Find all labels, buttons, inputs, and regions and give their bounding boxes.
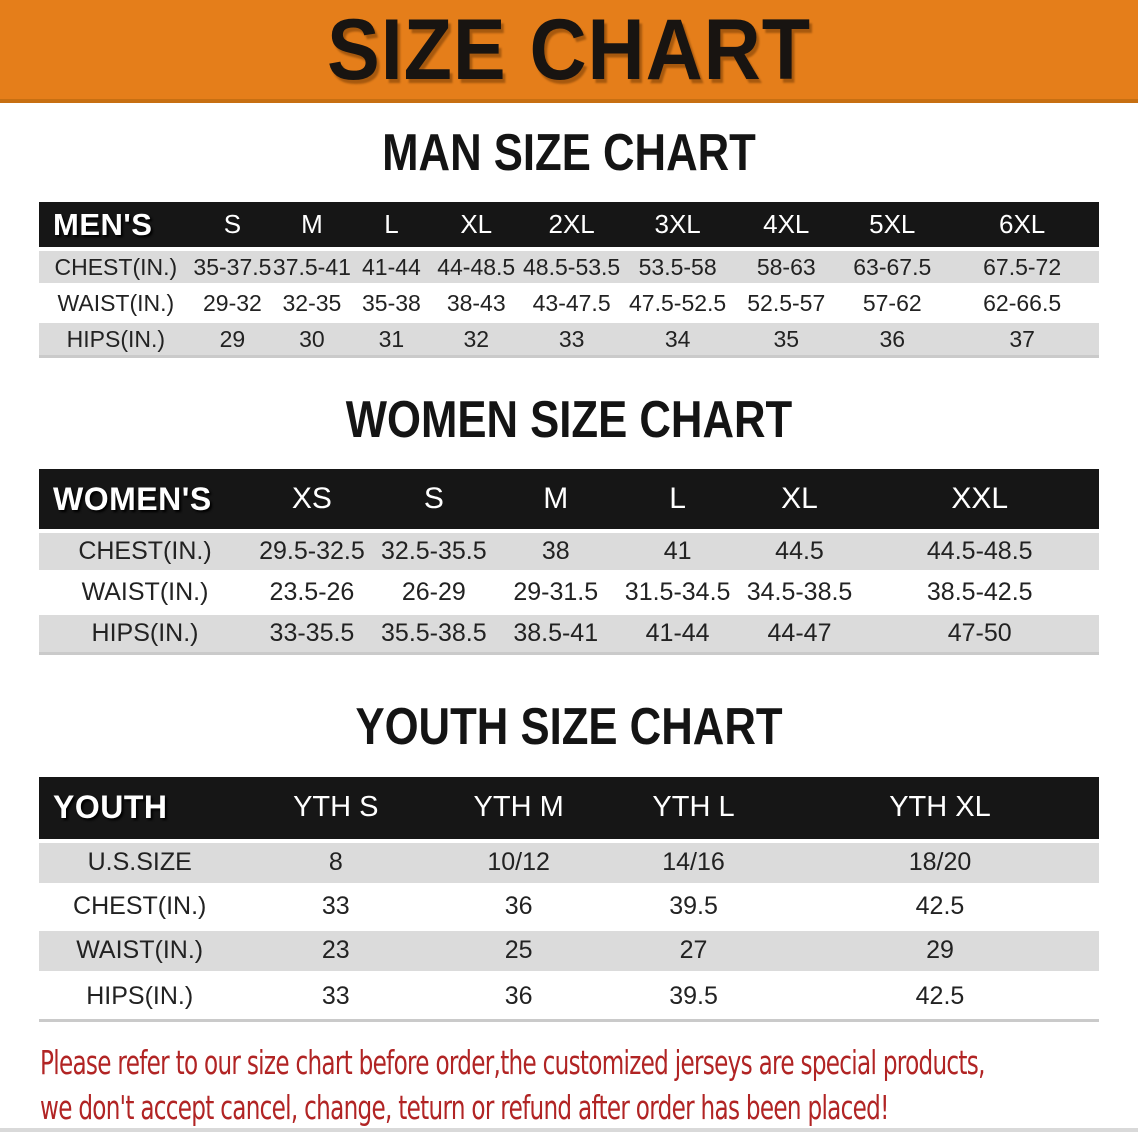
size-value-cell: 67.5-72 xyxy=(945,251,1099,283)
size-value-cell: 62-66.5 xyxy=(945,287,1099,319)
corner-label: MEN'S xyxy=(39,202,193,247)
size-value-cell: 29 xyxy=(781,931,1099,971)
size-value-cell: 58-63 xyxy=(733,251,839,283)
size-value-cell: 39.5 xyxy=(606,975,781,1022)
size-value-cell: 10/12 xyxy=(431,843,606,883)
size-value-cell: 8 xyxy=(240,843,431,883)
size-value-cell: 29.5-32.5 xyxy=(251,533,373,570)
row-label: HIPS(IN.) xyxy=(39,323,193,358)
size-column-header: 6XL xyxy=(945,202,1099,247)
corner-label: WOMEN'S xyxy=(39,469,251,529)
size-value-cell: 35-38 xyxy=(352,287,432,319)
youth-section xyxy=(0,699,1138,1025)
size-value-cell: 48.5-53.5 xyxy=(521,251,622,283)
size-value-cell: 39.5 xyxy=(606,887,781,927)
size-value-cell: 14/16 xyxy=(606,843,781,883)
row-label: CHEST(IN.) xyxy=(39,251,193,283)
size-value-cell: 53.5-58 xyxy=(622,251,733,283)
disclaimer xyxy=(40,1040,1138,1130)
disclaimer-line-2: we don't accept cancel, change, teturn or refund after order has been placed! xyxy=(40,1087,889,1127)
size-value-cell: 41 xyxy=(617,533,739,570)
size-value-cell: 35-37.5 xyxy=(193,251,273,283)
corner-label: YOUTH xyxy=(39,777,240,839)
size-value-cell: 29-32 xyxy=(193,287,273,319)
header-row xyxy=(39,777,1099,839)
size-column-header: L xyxy=(617,469,739,529)
size-value-cell: 42.5 xyxy=(781,887,1099,927)
size-value-cell: 30 xyxy=(272,323,352,358)
women-section xyxy=(0,392,1138,659)
size-value-cell: 36 xyxy=(431,975,606,1022)
row-label: CHEST(IN.) xyxy=(39,887,240,927)
size-value-cell: 33-35.5 xyxy=(251,615,373,655)
men-section xyxy=(0,125,1138,362)
size-column-header: 5XL xyxy=(839,202,945,247)
size-value-cell: 42.5 xyxy=(781,975,1099,1022)
size-value-cell: 32-35 xyxy=(272,287,352,319)
youth-heading: YOUTH SIZE CHART xyxy=(355,698,783,757)
size-column-header: XS xyxy=(251,469,373,529)
women-heading: WOMEN SIZE CHART xyxy=(345,391,793,450)
disclaimer-line-1: Please refer to our size chart before order,the customized jerseys are special products, xyxy=(40,1042,985,1082)
measurement-row xyxy=(39,615,1099,655)
row-label: U.S.SIZE xyxy=(39,843,240,883)
bottom-edge-strip xyxy=(0,1128,1138,1132)
banner xyxy=(0,0,1138,103)
size-column-header: XL xyxy=(739,469,861,529)
size-value-cell: 33 xyxy=(240,975,431,1022)
size-value-cell: 32.5-35.5 xyxy=(373,533,495,570)
size-value-cell: 44-48.5 xyxy=(431,251,521,283)
measurement-row xyxy=(39,533,1099,570)
header-row xyxy=(39,469,1099,529)
size-column-header: YTH L xyxy=(606,777,781,839)
size-value-cell: 43-47.5 xyxy=(521,287,622,319)
row-label: WAIST(IN.) xyxy=(39,287,193,319)
size-value-cell: 26-29 xyxy=(373,574,495,611)
size-column-header: XL xyxy=(431,202,521,247)
size-value-cell: 38.5-41 xyxy=(495,615,617,655)
measurement-row xyxy=(39,975,1099,1022)
measurement-row xyxy=(39,887,1099,927)
size-value-cell: 32 xyxy=(431,323,521,358)
size-value-cell: 41-44 xyxy=(617,615,739,655)
size-value-cell: 38-43 xyxy=(431,287,521,319)
size-value-cell: 36 xyxy=(839,323,945,358)
size-value-cell: 29-31.5 xyxy=(495,574,617,611)
size-value-cell: 41-44 xyxy=(352,251,432,283)
size-value-cell: 44-47 xyxy=(739,615,861,655)
size-value-cell: 23.5-26 xyxy=(251,574,373,611)
size-column-header: S xyxy=(193,202,273,247)
size-value-cell: 47.5-52.5 xyxy=(622,287,733,319)
measurement-row xyxy=(39,251,1099,283)
size-value-cell: 38.5-42.5 xyxy=(860,574,1099,611)
size-value-cell: 35 xyxy=(733,323,839,358)
size-value-cell: 47-50 xyxy=(860,615,1099,655)
measurement-row xyxy=(39,931,1099,971)
men-heading: MAN SIZE CHART xyxy=(382,124,756,182)
size-value-cell: 35.5-38.5 xyxy=(373,615,495,655)
row-label: WAIST(IN.) xyxy=(39,931,240,971)
size-value-cell: 44.5-48.5 xyxy=(860,533,1099,570)
size-value-cell: 37 xyxy=(945,323,1099,358)
size-column-header: 2XL xyxy=(521,202,622,247)
size-value-cell: 38 xyxy=(495,533,617,570)
size-value-cell: 34 xyxy=(622,323,733,358)
size-value-cell: 23 xyxy=(240,931,431,971)
size-column-header: L xyxy=(352,202,432,247)
size-value-cell: 33 xyxy=(240,887,431,927)
youth-size-table xyxy=(39,773,1099,1026)
size-value-cell: 31.5-34.5 xyxy=(617,574,739,611)
women-size-table xyxy=(39,465,1099,659)
size-column-header: 4XL xyxy=(733,202,839,247)
size-column-header: 3XL xyxy=(622,202,733,247)
size-value-cell: 31 xyxy=(352,323,432,358)
row-label: CHEST(IN.) xyxy=(39,533,251,570)
size-value-cell: 44.5 xyxy=(739,533,861,570)
size-value-cell: 37.5-41 xyxy=(272,251,352,283)
row-label: HIPS(IN.) xyxy=(39,975,240,1022)
row-label: WAIST(IN.) xyxy=(39,574,251,611)
measurement-row xyxy=(39,574,1099,611)
size-value-cell: 27 xyxy=(606,931,781,971)
banner-title: SIZE CHART xyxy=(327,1,811,98)
measurement-row xyxy=(39,287,1099,319)
row-label: HIPS(IN.) xyxy=(39,615,251,655)
size-value-cell: 33 xyxy=(521,323,622,358)
measurement-row xyxy=(39,843,1099,883)
size-column-header: YTH XL xyxy=(781,777,1099,839)
size-value-cell: 25 xyxy=(431,931,606,971)
size-column-header: M xyxy=(272,202,352,247)
size-column-header: XXL xyxy=(860,469,1099,529)
size-column-header: M xyxy=(495,469,617,529)
men-size-table xyxy=(39,198,1099,362)
size-column-header: YTH M xyxy=(431,777,606,839)
size-value-cell: 36 xyxy=(431,887,606,927)
header-row xyxy=(39,202,1099,247)
size-value-cell: 63-67.5 xyxy=(839,251,945,283)
size-value-cell: 57-62 xyxy=(839,287,945,319)
size-value-cell: 29 xyxy=(193,323,273,358)
size-column-header: S xyxy=(373,469,495,529)
measurement-row xyxy=(39,323,1099,358)
size-value-cell: 18/20 xyxy=(781,843,1099,883)
size-value-cell: 52.5-57 xyxy=(733,287,839,319)
size-value-cell: 34.5-38.5 xyxy=(739,574,861,611)
size-column-header: YTH S xyxy=(240,777,431,839)
